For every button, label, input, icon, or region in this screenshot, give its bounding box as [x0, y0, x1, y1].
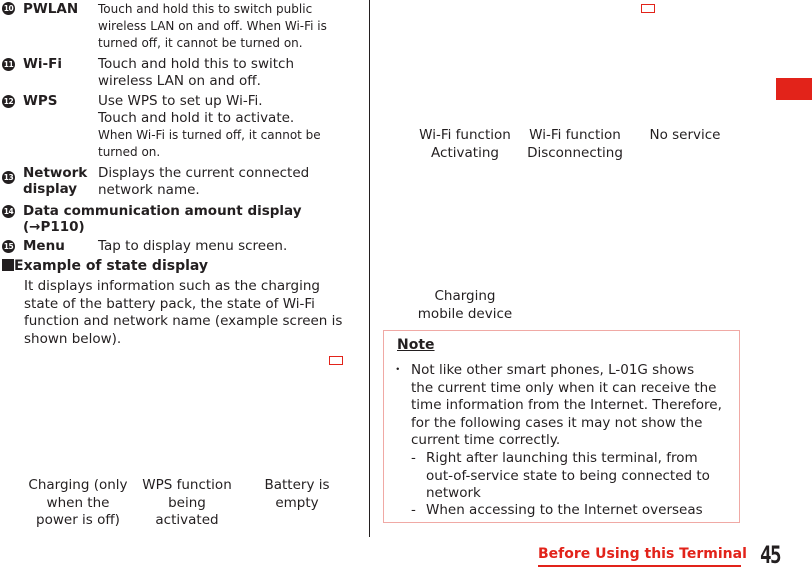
caption-charging-power-off: Charging (only when the power is off): [28, 477, 128, 528]
item-description: Touch and hold this to switch wireless LAN on and off.: [98, 56, 295, 89]
section-heading: Example of state display: [2, 258, 208, 274]
number-badge: 10: [3, 4, 14, 13]
page-number: 45: [760, 541, 780, 569]
note-box: [383, 330, 740, 523]
chapter-tab: [776, 78, 812, 100]
item-term: Wi-Fi: [23, 56, 62, 72]
number-badge: 13: [3, 173, 14, 182]
caption-wifi-activating: Wi-Fi function Activating: [419, 127, 511, 161]
section-body: It displays information such as the charging state of the battery pack, the state of Wi-Fi function and network name (example screen is shown below).: [24, 278, 343, 347]
number-badge: 11: [3, 60, 14, 69]
caption-battery-empty: Battery is empty: [264, 477, 330, 511]
caption-charging-mobile-device: Charging mobile device: [417, 288, 513, 322]
caption-wifi-disconnecting: Wi-Fi function Disconnecting: [527, 127, 623, 161]
item-description: Displays the current connected network name.: [98, 165, 310, 198]
item-term: Menu: [23, 238, 65, 254]
note-title: Note: [397, 337, 435, 353]
square-bullet-icon: [2, 259, 14, 271]
item-description: Touch and hold this to switch public wireless LAN on and off. When Wi-Fi is turned off, it cannot be turned on.: [98, 2, 327, 50]
caption-no-service: No service: [649, 127, 721, 143]
item-term: PWLAN: [23, 1, 79, 17]
item-description: Use WPS to set up Wi-Fi. Touch and hold it to activate. When Wi-Fi is turned off, it cannot be turned on.: [98, 93, 321, 159]
number-badge: 12: [3, 97, 14, 106]
dash-marker: -: [411, 450, 416, 466]
footer-section-title: Before Using this Terminal: [538, 546, 747, 562]
screen-icon: [641, 4, 655, 13]
bullet-icon: ・: [391, 362, 405, 378]
dash-marker: -: [411, 502, 416, 518]
note-text: Not like other smart phones, L-01G shows the current time only when it can receive the time information from the Internet. Therefore, for the following cases it may not show the current time correctly.: [411, 362, 722, 448]
item-term: WPS: [23, 93, 58, 109]
item-term: Network display: [23, 165, 88, 197]
item-description: Tap to display menu screen.: [98, 238, 288, 254]
column-divider: [369, 0, 370, 537]
number-badge: 14: [3, 207, 14, 216]
number-badge: 15: [3, 242, 14, 251]
screen-icon: [329, 356, 343, 365]
item-term: Data communication amount display (→P110): [23, 203, 302, 235]
caption-wps-activated: WPS function being activated: [142, 477, 232, 528]
note-subitem: Right after launching this terminal, from out-of-service state to being connected to network: [426, 450, 710, 501]
footer-underline: [538, 565, 741, 567]
note-subitem: When accessing to the Internet overseas: [426, 502, 703, 518]
